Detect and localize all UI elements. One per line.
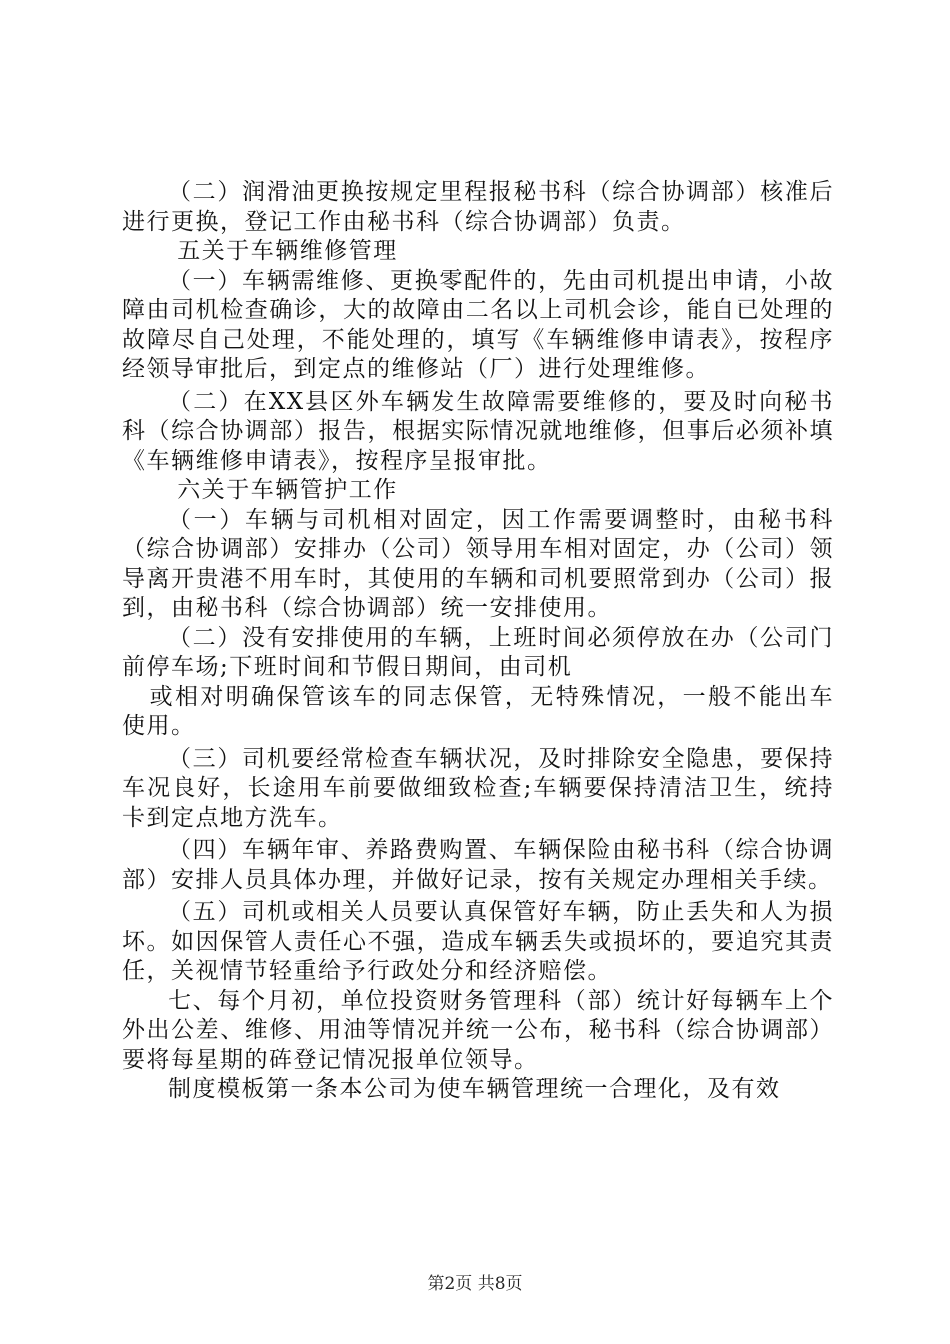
paragraph-loss-damage-liability: （五）司机或相关人员要认真保管好车辆，防止丢失和人为损坏。如因保管人责任心不强，造成车辆丢失或损坏的，要追究其责任，关视情节轻重给予行政处分和经济赔偿。	[122, 899, 834, 984]
paragraph-parking-rules: （二）没有安排使用的车辆，上班时间必须停放在办（公司门前停车场;下班时间和节假日期间，由司机	[122, 624, 834, 680]
paragraph-vehicle-driver-assignment: （一）车辆与司机相对固定，因工作需要调整时，由秘书科（综合协调部）安排办（公司）领导用车相对固定，办（公司）领导离开贵港不用车时，其使用的车辆和司机要照常到办（公司）报到，由秘书科（综合协调部）统一安排使用。	[122, 506, 834, 621]
document-body	[122, 178, 834, 1105]
paragraph-monthly-statistics: 七、每个月初，单位投资财务管理科（部）统计好每辆车上个外出公差、维修、用油等情况并统一公布，秘书科（综合协调部）要将每星期的砗登记情况报单位领导。	[122, 987, 834, 1073]
paragraph-vehicle-inspection: （三）司机要经常检查车辆状况，及时排除安全隐患，要保持车况良好，长途用车前要做细致检查;车辆要保持清洁卫生，统持卡到定点地方洗车。	[122, 745, 834, 831]
paragraph-lubricant-replacement: （二）润滑油更换按规定里程报秘书科（综合协调部）核准后进行更换，登记工作由秘书科（综合协调部）负责。	[122, 179, 834, 235]
paragraph-out-of-county-repair: （二）在XX县区外车辆发生故障需要维修的，要及时向秘书科（综合协调部）报告，根据实际情况就地维修，但事后必须补填《车辆维修申请表》，按程序呈报审批。	[122, 388, 834, 474]
paragraph-repair-application: （一）车辆需维修、更换零配件的，先由司机提出申请，小故障由司机检查确诊，大的故障由二名以上司机会诊，能自已处理的故障尽自己处理，不能处理的，填写《车辆维修申请表》，按程序经领导审批后，到定点的维修站（厂）进行处理维修。	[122, 267, 834, 382]
section-heading-vehicle-repair: 五关于车辆维修管理	[177, 238, 398, 264]
section-heading-vehicle-care: 六关于车辆管护工作	[177, 477, 398, 503]
paragraph-template-first-article: 制度模板第一条本公司为使车辆管理统一合理化，及有效	[168, 1076, 781, 1102]
paragraph-annual-review-insurance: （四）车辆年审、养路费购置、车辆保险由秘书科（综合协调部）安排人员具体办理，并做好记录，按有关规定办理相关手续。	[122, 837, 834, 893]
page-number-footer: 第2页 共8页	[427, 1274, 523, 1294]
paragraph-custody-rules: 或相对明确保管该车的同志保管，无特殊情况，一般不能出车使用。	[122, 683, 834, 739]
